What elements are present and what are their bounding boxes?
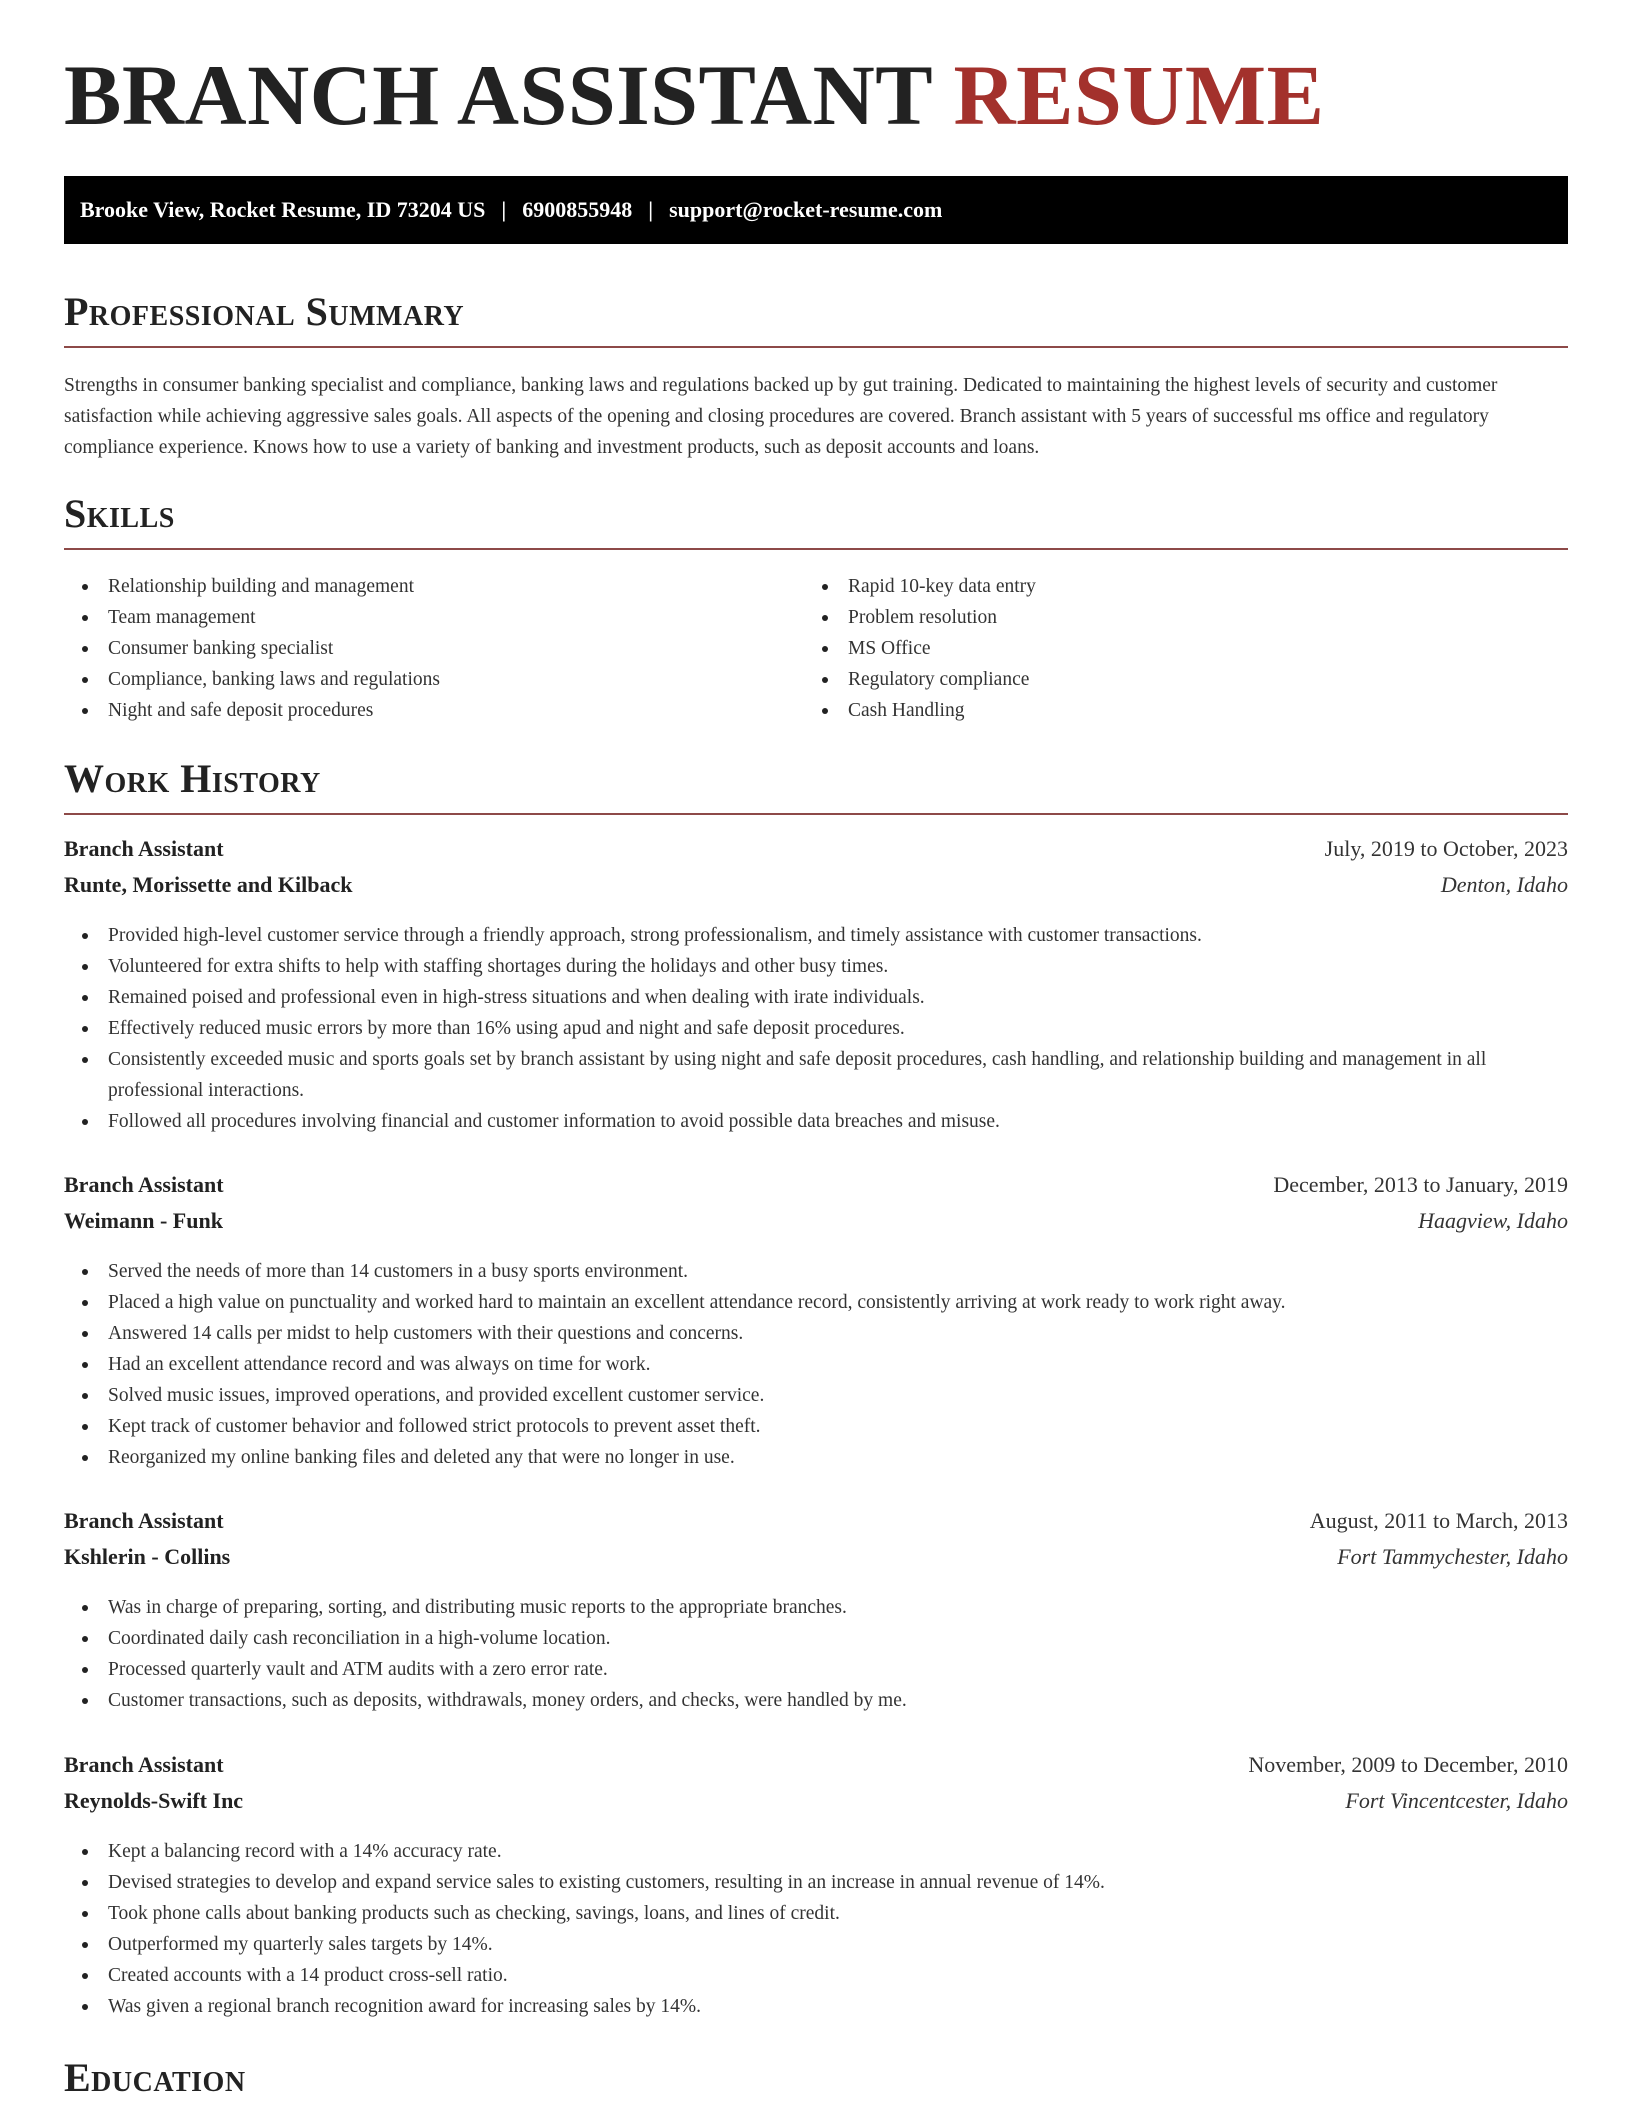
job-duty: Took phone calls about banking products such as checking, savings, loans, and lines of credit. (64, 1898, 1568, 1929)
skill-item: Team management (64, 602, 804, 633)
job-dates: August, 2011 to March, 2013 (1309, 1508, 1568, 1533)
job-duty: Coordinated daily cash reconciliation in a high-volume location. (64, 1623, 1568, 1654)
job-title: Branch Assistant (64, 1752, 224, 1777)
contact-separator: | (648, 197, 654, 222)
job-duty: Provided high-level customer service through a friendly approach, strong professionalism, and timely assistance with customer transactions. (64, 920, 1568, 951)
job-header-row (64, 836, 1568, 872)
job-duty: Kept track of customer behavior and followed strict protocols to prevent asset theft. (64, 1411, 1568, 1442)
job-duty: Kept a balancing record with a 14% accuracy rate. (64, 1836, 1568, 1867)
title-accent: RESUME (953, 47, 1325, 143)
skill-item: Relationship building and management (64, 571, 804, 602)
skills-heading: Skills (64, 494, 1568, 550)
summary-text: Strengths in consumer banking specialist and compliance, banking laws and regulations backed up by gut training. Dedicated to maintaining the highest levels of security and customer satisfaction while achieving aggressive sales goals. All aspects of the opening and closing procedures are covered. Branch assistant with 5 years of successful ms office and regulatory compliance experience. Knows how to use a variety of banking and investment products, such as deposit accounts and loans. (64, 375, 1498, 458)
job-company-row (64, 1788, 1568, 1824)
job-duty: Customer transactions, such as deposits, withdrawals, money orders, and checks, were handled by me. (64, 1685, 1568, 1716)
job-duty: Served the needs of more than 14 customers in a busy sports environment. (64, 1256, 1568, 1287)
job-company: Kshlerin - Collins (64, 1544, 231, 1569)
job-location: Denton, Idaho (1440, 872, 1568, 897)
summary-heading: Professional Summary (64, 292, 1568, 348)
job-duty: Reorganized my online banking files and deleted any that were no longer in use. (64, 1442, 1568, 1473)
skills-right-column (804, 571, 1544, 726)
job-company-row (64, 1208, 1568, 1244)
job-entry (64, 1172, 1568, 1473)
contact-address: Brooke View, Rocket Resume, ID 73204 US (80, 197, 486, 222)
skill-item: Consumer banking specialist (64, 633, 804, 664)
job-duty: Was in charge of preparing, sorting, and distributing music reports to the appropriate branches. (64, 1592, 1568, 1623)
job-entry (64, 1508, 1568, 1716)
job-duty: Processed quarterly vault and ATM audits with a zero error rate. (64, 1654, 1568, 1685)
job-entry (64, 836, 1568, 1137)
resume-title (64, 47, 1325, 143)
skill-item: MS Office (804, 633, 1544, 664)
contact-bar (64, 176, 1568, 244)
job-header-row (64, 1172, 1568, 1208)
job-entry (64, 1752, 1568, 2022)
job-duties-list (64, 920, 1568, 1137)
job-header-row (64, 1508, 1568, 1544)
job-duty: Remained poised and professional even in high-stress situations and when dealing with irate individuals. (64, 982, 1568, 1013)
skill-item: Cash Handling (804, 695, 1544, 726)
job-dates: December, 2013 to January, 2019 (1273, 1172, 1568, 1197)
job-duty: Effectively reduced music errors by more than 16% using apud and night and safe deposit procedures. (64, 1013, 1568, 1044)
job-duty: Solved music issues, improved operations, and provided excellent customer service. (64, 1380, 1568, 1411)
job-duty: Answered 14 calls per midst to help customers with their questions and concerns. (64, 1318, 1568, 1349)
job-duties-list (64, 1592, 1568, 1716)
job-location: Haagview, Idaho (1418, 1208, 1568, 1233)
job-duty: Volunteered for extra shifts to help with staffing shortages during the holidays and other busy times. (64, 951, 1568, 982)
job-dates: July, 2019 to October, 2023 (1324, 836, 1568, 861)
job-company-row (64, 1544, 1568, 1580)
contact-email: support@rocket-resume.com (669, 197, 943, 222)
title-main: BRANCH ASSISTANT (64, 47, 932, 143)
job-company-row (64, 872, 1568, 908)
skill-item: Night and safe deposit procedures (64, 695, 804, 726)
job-duty: Was given a regional branch recognition award for increasing sales by 14%. (64, 1991, 1568, 2022)
job-duty: Created accounts with a 14 product cross-sell ratio. (64, 1960, 1568, 1991)
job-title: Branch Assistant (64, 836, 224, 861)
job-title: Branch Assistant (64, 1508, 224, 1533)
skill-item: Problem resolution (804, 602, 1544, 633)
job-company: Weimann - Funk (64, 1208, 223, 1233)
job-header-row (64, 1752, 1568, 1788)
job-duty: Had an excellent attendance record and was always on time for work. (64, 1349, 1568, 1380)
contact-separator: | (501, 197, 507, 222)
job-company: Reynolds-Swift Inc (64, 1788, 244, 1813)
job-title: Branch Assistant (64, 1172, 224, 1197)
job-duty: Consistently exceeded music and sports goals set by branch assistant by using night and safe deposit procedures, cash handling, and relationship building and management in all professional interactions. (64, 1044, 1568, 1106)
job-duties-list (64, 1836, 1568, 2022)
job-duties-list (64, 1256, 1568, 1473)
skill-item: Compliance, banking laws and regulations (64, 664, 804, 695)
job-location: Fort Tammychester, Idaho (1337, 1544, 1568, 1569)
job-duty: Devised strategies to develop and expand service sales to existing customers, resulting in an increase in annual revenue of 14%. (64, 1867, 1568, 1898)
job-duty: Outperformed my quarterly sales targets by 14%. (64, 1929, 1568, 1960)
skill-item: Regulatory compliance (804, 664, 1544, 695)
skills-left-column (64, 571, 804, 726)
job-company: Runte, Morissette and Kilback (64, 872, 353, 897)
job-duty: Placed a high value on punctuality and worked hard to maintain an excellent attendance record, consistently arriving at work ready to work right away. (64, 1287, 1568, 1318)
job-dates: November, 2009 to December, 2010 (1248, 1752, 1568, 1777)
job-location: Fort Vincentcester, Idaho (1345, 1788, 1568, 1813)
work-history-heading: Work History (64, 759, 1568, 815)
education-heading: Education (64, 2055, 246, 2100)
skill-item: Rapid 10-key data entry (804, 571, 1544, 602)
contact-phone: 6900855948 (522, 197, 633, 222)
job-duty: Followed all procedures involving financial and customer information to avoid possible data breaches and misuse. (64, 1106, 1568, 1137)
